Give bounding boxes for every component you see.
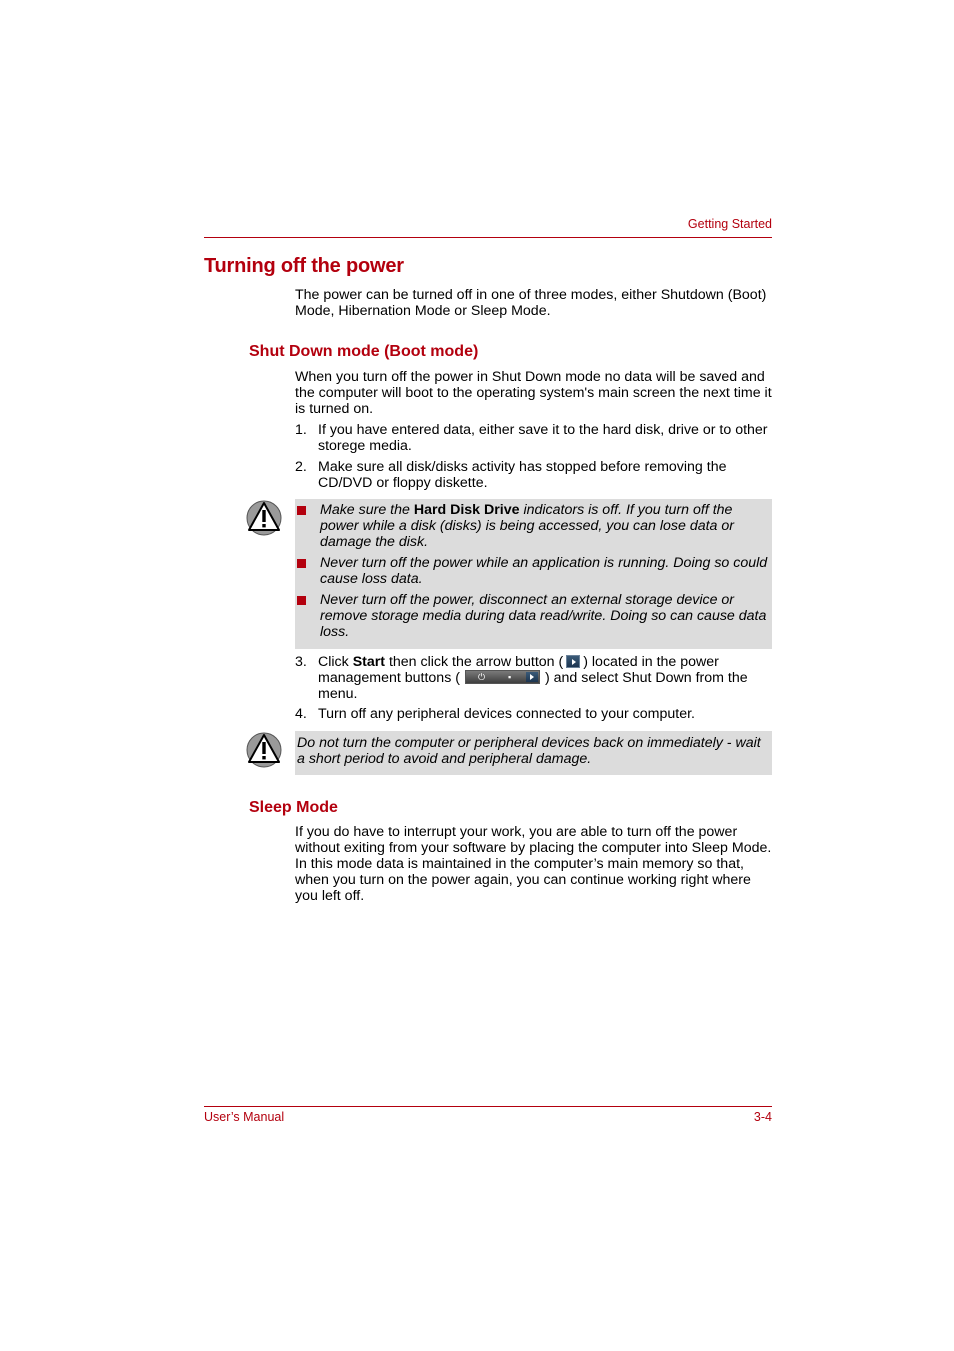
- list-item: [295, 422, 772, 454]
- page-title: Turning off the power: [204, 255, 404, 277]
- caution-icon: [246, 499, 282, 537]
- page-header-section: Getting Started: [687, 217, 772, 231]
- step-text: ) and select Shut Down from the menu.: [318, 670, 748, 702]
- header-rule: [204, 237, 772, 238]
- bullet-square-icon: [297, 596, 306, 605]
- caution-text: Never turn off the power while an application is running. Doing so could cause loss data.: [320, 555, 768, 587]
- caution-box: [295, 499, 772, 649]
- list-item: [295, 654, 772, 702]
- bullet-square-icon: [297, 506, 306, 515]
- caution-text: Do not turn the computer or peripheral devices back on immediately - wait a short period to avoid and peripheral damage.: [297, 735, 761, 767]
- caution-icon: [246, 731, 282, 769]
- list-text: If you have entered data, either save it to the hard disk, drive or to other storege media.: [318, 422, 768, 454]
- caution-bullet: [295, 555, 772, 587]
- list-item: [295, 459, 772, 491]
- sleep-paragraph: If you do have to interrupt your work, you are able to turn off the power without exiting from your software by placing the computer into Sleep Mode. In this mode data is maintained in the computer’s main memory so that, when you turn on the power again, you can continue working right where you left off.: [295, 824, 772, 904]
- step-text: Click: [318, 654, 353, 670]
- power-buttons-icon: ⏻ ▪: [465, 670, 540, 684]
- section-heading-shutdown: Shut Down mode (Boot mode): [249, 343, 479, 360]
- caution-bullet: [295, 592, 772, 640]
- list-text: Make sure all disk/disks activity has stopped before removing the CD/DVD or floppy diskette.: [318, 459, 727, 491]
- footer-manual-title: User’s Manual: [204, 1110, 285, 1124]
- bullet-square-icon: [297, 559, 306, 568]
- caution-text: Never turn off the power, disconnect an external storage device or remove storage media during data read/write. Doing so can cause data loss.: [320, 592, 767, 640]
- intro-paragraph: The power can be turned off in one of three modes, either Shutdown (Boot) Mode, Hibernation Mode or Sleep Mode.: [295, 287, 767, 319]
- list-text: [318, 654, 772, 702]
- list-number: 3.: [295, 654, 307, 670]
- caution-bold: Hard Disk Drive: [413, 502, 520, 518]
- shutdown-paragraph: When you turn off the power in Shut Down mode no data will be saved and the computer will boot to the operating system's main screen the next time it is turned on.: [295, 369, 772, 417]
- list-number: 2.: [295, 459, 307, 475]
- footer-rule: [204, 1106, 772, 1107]
- step-text: ) located in the power management buttons (: [318, 654, 719, 686]
- section-heading-sleep: Sleep Mode: [249, 799, 338, 816]
- caution-text: indicators is off. If you turn off the power while a disk (disks) is being accessed, you can lose data or damage the disk.: [320, 502, 735, 550]
- caution-text: Make sure the: [320, 502, 414, 518]
- step-bold: Start: [352, 654, 386, 670]
- list-text: Turn off any peripheral devices connected to your computer.: [318, 706, 695, 722]
- caution-bullet: [295, 502, 772, 550]
- list-number: 4.: [295, 706, 307, 722]
- page-number: 3-4: [753, 1110, 772, 1124]
- caution-box: [295, 731, 772, 775]
- arrow-button-icon: [566, 655, 580, 668]
- list-number: 1.: [295, 422, 307, 438]
- step-text: then click the arrow button (: [385, 654, 564, 670]
- list-item: [295, 706, 772, 722]
